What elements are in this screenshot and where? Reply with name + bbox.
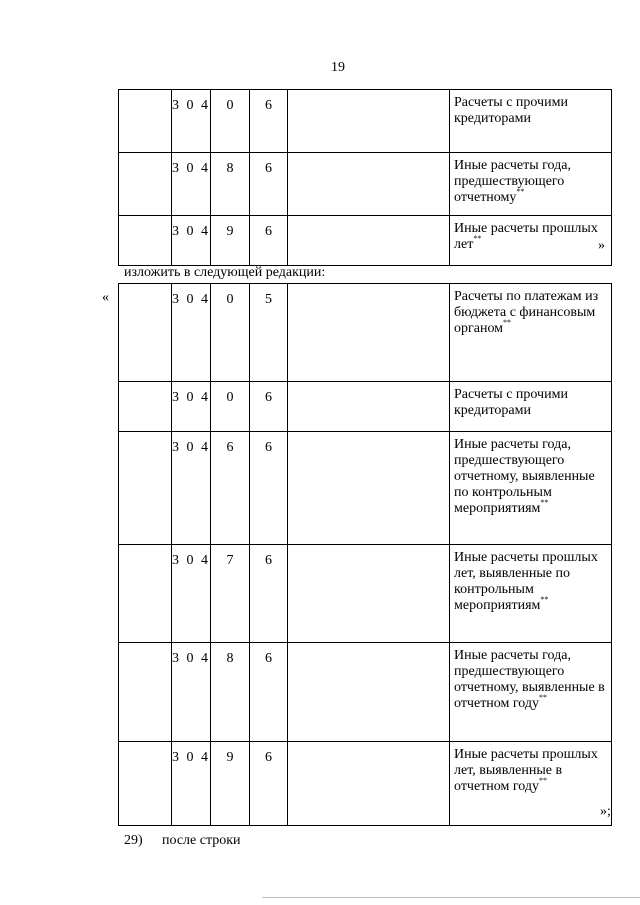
table-row	[119, 216, 612, 266]
footnote-mark: **	[539, 776, 548, 786]
blank-cell	[119, 742, 172, 826]
blank-cell	[288, 153, 450, 216]
account-name: Иные расчеты года, предшествующего отчетному	[454, 158, 571, 205]
code-group-cell: 8	[211, 153, 250, 216]
code-type-cell: 6	[250, 153, 288, 216]
blank-cell	[288, 284, 450, 382]
footnote-mark: **	[473, 234, 482, 244]
blank-cell	[288, 216, 450, 266]
intro-text: изложить в следующей редакции:	[124, 265, 326, 280]
closing-quote: »;	[600, 804, 611, 819]
table-row	[119, 545, 612, 643]
blank-cell	[288, 643, 450, 742]
blank-cell	[119, 284, 172, 382]
footnote-mark: **	[503, 318, 512, 328]
table-row	[119, 432, 612, 545]
account-name: Иные расчеты прошлых лет	[454, 221, 598, 252]
code-type-cell: 6	[250, 90, 288, 153]
table-row	[119, 382, 612, 432]
blank-cell	[119, 216, 172, 266]
blank-cell	[288, 90, 450, 153]
blank-cell	[288, 742, 450, 826]
blank-cell	[288, 432, 450, 545]
account-name: Иные расчеты года, предшествующего отчетному, выявленные в отчетном году	[454, 648, 605, 711]
code-group-cell: 8	[211, 643, 250, 742]
code-account-cell: 3 0 4	[172, 382, 211, 432]
footnote-mark: **	[539, 693, 548, 703]
code-account-cell: 3 0 4	[172, 153, 211, 216]
footnote-mark: **	[540, 595, 549, 605]
code-type-cell: 6	[250, 382, 288, 432]
blank-cell	[119, 643, 172, 742]
closing-quote: »	[598, 238, 605, 253]
blank-cell	[288, 545, 450, 643]
code-account-cell: 3 0 4	[172, 545, 211, 643]
code-group-cell: 7	[211, 545, 250, 643]
blank-cell	[119, 432, 172, 545]
account-name-cell	[450, 284, 612, 382]
account-name-cell	[450, 643, 612, 742]
account-name-cell	[450, 545, 612, 643]
code-group-cell: 9	[211, 216, 250, 266]
code-type-cell: 6	[250, 545, 288, 643]
item-text: после строки	[162, 833, 241, 848]
code-account-cell: 3 0 4	[172, 742, 211, 826]
code-account-cell: 3 0 4	[172, 216, 211, 266]
code-group-cell: 0	[211, 90, 250, 153]
new-rows-table	[118, 283, 612, 826]
code-type-cell: 6	[250, 742, 288, 826]
scan-edge-line	[262, 897, 640, 898]
blank-cell	[119, 545, 172, 643]
blank-cell	[119, 382, 172, 432]
code-type-cell: 6	[250, 643, 288, 742]
blank-cell	[119, 153, 172, 216]
code-group-cell: 0	[211, 284, 250, 382]
code-group-cell: 0	[211, 382, 250, 432]
table-row	[119, 153, 612, 216]
code-account-cell: 3 0 4	[172, 284, 211, 382]
code-account-cell: 3 0 4	[172, 90, 211, 153]
footnote-mark: **	[540, 498, 549, 508]
blank-cell	[119, 90, 172, 153]
opening-quote: «	[102, 290, 109, 305]
account-name: Расчеты с прочими кредиторами	[454, 95, 568, 126]
footnote-mark: **	[516, 187, 525, 197]
account-name: Иные расчеты года, предшествующего отчетному, выявленные по контрольным мероприятиям	[454, 437, 595, 516]
code-group-cell: 6	[211, 432, 250, 545]
account-name: Расчеты с прочими кредиторами	[454, 387, 568, 418]
account-name-cell	[450, 90, 612, 153]
account-name-cell	[450, 742, 612, 826]
code-account-cell: 3 0 4	[172, 432, 211, 545]
old-rows-table	[118, 89, 612, 266]
account-name: Иные расчеты прошлых лет, выявленные по контрольным мероприятиям	[454, 550, 598, 613]
code-type-cell: 6	[250, 432, 288, 545]
code-type-cell: 5	[250, 284, 288, 382]
table-row	[119, 90, 612, 153]
code-type-cell: 6	[250, 216, 288, 266]
code-group-cell: 9	[211, 742, 250, 826]
account-name-cell	[450, 432, 612, 545]
account-name: Иные расчеты прошлых лет, выявленные в отчетном году	[454, 747, 598, 794]
account-name-cell	[450, 382, 612, 432]
blank-cell	[288, 382, 450, 432]
table-row	[119, 284, 612, 382]
account-name: Расчеты по платежам из бюджета с финансовым органом	[454, 289, 599, 336]
page-number: 19	[331, 60, 345, 75]
account-name-cell	[450, 153, 612, 216]
code-account-cell: 3 0 4	[172, 643, 211, 742]
item-number: 29)	[124, 833, 143, 848]
table-row	[119, 742, 612, 826]
account-name-cell	[450, 216, 612, 266]
table-row	[119, 643, 612, 742]
